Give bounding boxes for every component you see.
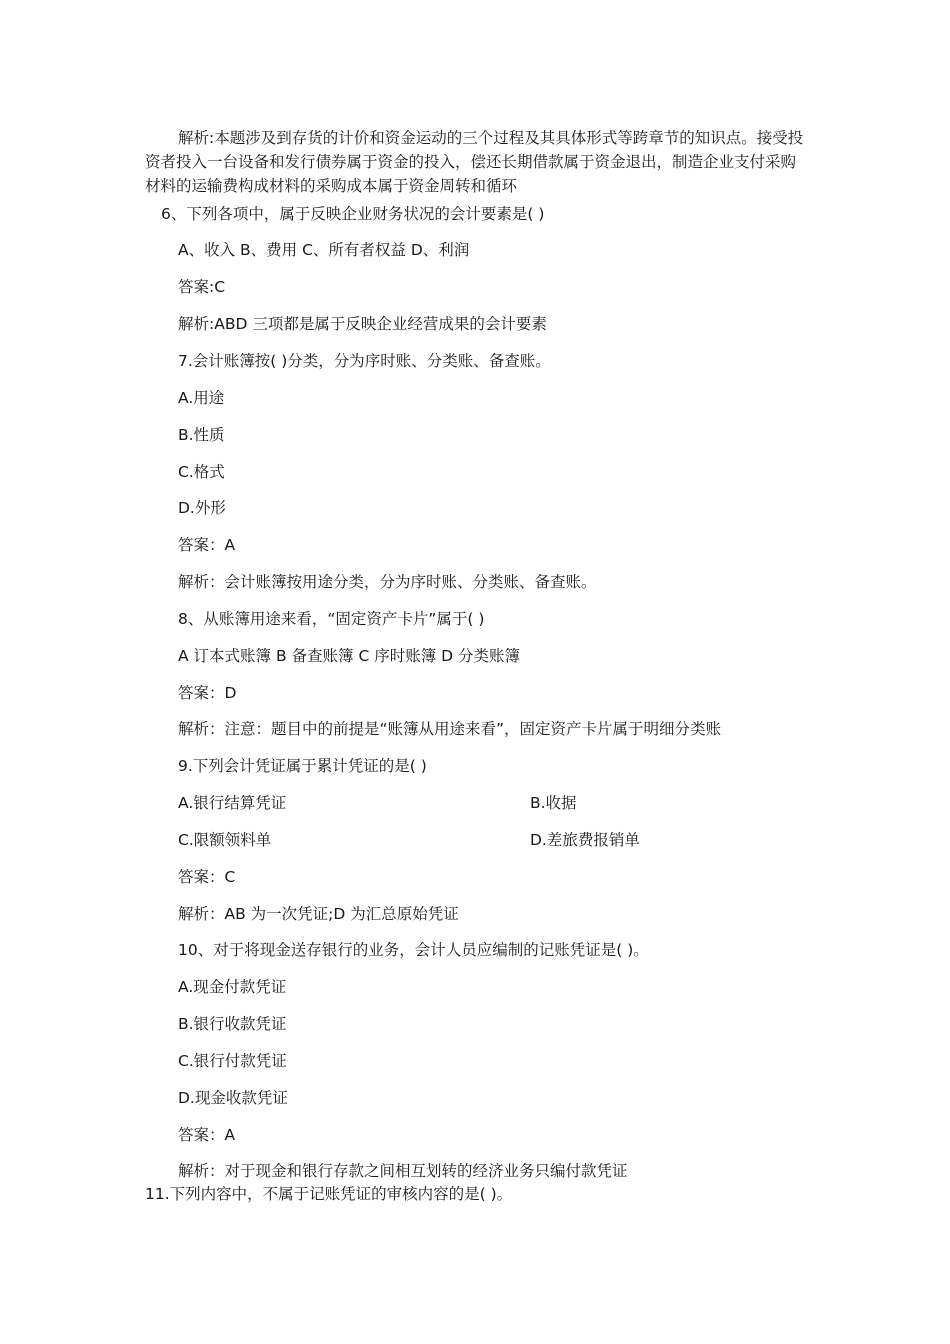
q9-option-a: A.银行结算凭证 [178, 794, 287, 812]
q9-option-b: B.收据 [530, 794, 577, 812]
q9-answer: 答案：C [178, 868, 236, 886]
q10-option-a: A.现金付款凭证 [178, 978, 287, 996]
q6-answer: 答案:C [178, 278, 226, 296]
q7-question: 7.会计账簿按( )分类，分为序时账、分类账、备查账。 [178, 352, 551, 370]
q7-answer: 答案：A [178, 536, 236, 554]
intro-analysis [145, 126, 805, 198]
q10-answer: 答案：A [178, 1126, 236, 1144]
q11-question: 11.下列内容中，不属于记账凭证的审核内容的是( )。 [145, 1185, 513, 1203]
q8-analysis: 解析：注意：题目中的前提是“账簿从用途来看”，固定资产卡片属于明细分类账 [178, 720, 722, 738]
q8-answer: 答案：D [178, 684, 237, 702]
q10-question: 10、对于将现金送存银行的业务，会计人员应编制的记账凭证是( )。 [178, 941, 649, 959]
q10-option-b: B.银行收款凭证 [178, 1015, 287, 1033]
q8-question: 8、从账簿用途来看，“固定资产卡片”属于( ) [178, 610, 485, 628]
q8-options: A 订本式账簿 B 备查账簿 C 序时账簿 D 分类账簿 [178, 647, 520, 665]
q10-analysis: 解析：对于现金和银行存款之间相互划转的经济业务只编付款凭证 [178, 1162, 628, 1180]
q7-option-b: B.性质 [178, 426, 225, 444]
q9-option-c: C.限额领料单 [178, 831, 272, 849]
q7-analysis: 解析：会计账簿按用途分类，分为序时账、分类账、备查账。 [178, 573, 597, 591]
q6-analysis: 解析:ABD 三项都是属于反映企业经营成果的会计要素 [178, 315, 547, 333]
q9-question: 9.下列会计凭证属于累计凭证的是( ) [178, 757, 427, 775]
intro-analysis-text: 解析:本题涉及到存货的计价和资金运动的三个过程及其具体形式等跨章节的知识点。接受投资者投入一台设备和发行债券属于资金的投入，偿还长期借款属于资金退出，制造企业支付采购材料的运输费构成材料的采购成本属于资金周转和循环 [145, 129, 804, 195]
q7-option-d: D.外形 [178, 499, 226, 517]
q10-option-d: D.现金收款凭证 [178, 1089, 288, 1107]
q9-option-d: D.差旅费报销单 [530, 831, 640, 849]
q7-option-a: A.用途 [178, 389, 225, 407]
q9-analysis: 解析：AB 为一次凭证;D 为汇总原始凭证 [178, 905, 459, 923]
q6-question: 6、下列各项中，属于反映企业财务状况的会计要素是( ) [161, 205, 545, 223]
q10-option-c: C.银行付款凭证 [178, 1052, 287, 1070]
q7-option-c: C.格式 [178, 463, 225, 481]
q6-options: A、收入 B、费用 C、所有者权益 D、利润 [178, 241, 470, 259]
